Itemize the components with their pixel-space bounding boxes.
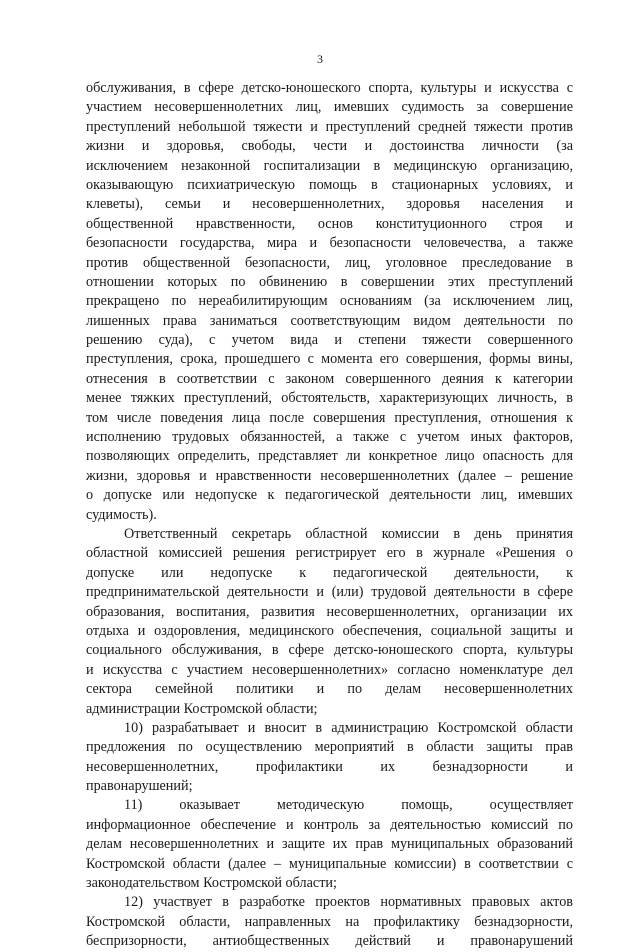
text-line: предпринимательской деятельности и (или) трудовой деятельности в сфере <box>86 584 573 601</box>
text-line: 11) оказывает методическую помощь, осуществляет <box>124 797 573 814</box>
text-line: 10) разрабатывает и вносит в администрацию Костромской области <box>124 719 573 736</box>
text-line: позволяющих определить, представляет ли конкретное лицо опасность для <box>86 448 573 465</box>
text-line: прекращено по нереабилитирующим основаниям (за исключением лиц, <box>86 293 573 310</box>
text-line: и искусства с участием несовершеннолетних» согласно номенклатуре дел <box>86 661 573 678</box>
text-line: делам несовершеннолетних и защите их прав муниципальных образований <box>86 836 573 853</box>
text-line: беспризорности, антиобщественных действий и правонарушений <box>86 933 573 950</box>
text-line: предложения по осуществлению мероприятий в области защиты прав <box>86 739 573 756</box>
text-line: решению суда), с учетом вида и степени тяжести совершенного <box>86 332 573 349</box>
text-line: допуске или недопуске к педагогической деятельности, к <box>86 564 573 581</box>
text-line: обслуживания, в сфере детско-юношеского спорта, культуры и искусства с <box>86 80 573 96</box>
text-line: Ответственный секретарь областной комиссии в день принятия <box>124 525 573 542</box>
text-line: сектора семейной политики и по делам несовершеннолетних <box>86 681 573 698</box>
text-line: правонарушений; <box>86 778 193 795</box>
text-line: клеветы), семьи и несовершеннолетних, здоровья населения и <box>86 196 573 213</box>
text-line: общественной нравственности, основ конституционного строя и <box>86 215 573 232</box>
text-line: участием несовершеннолетних лиц, имевших судимость за совершение <box>86 99 573 116</box>
text-line: социального обслуживания, в сфере детско-юношеского спорта, культуры <box>86 642 573 659</box>
text-line: менее тяжких преступлений, обстоятельств, характеризующих личность, в <box>86 390 573 407</box>
text-line: преступления, срока, прошедшего с момента его совершения, формы вины, <box>86 351 573 368</box>
text-line: оказывающую психиатрическую помощь в стационарных условиях, и <box>86 176 573 193</box>
text-line: о допуске или недопуске к педагогической деятельности лиц, имевших <box>86 487 573 504</box>
text-line: судимость). <box>86 506 157 523</box>
text-line: отношении которых по обвинению в совершении этих преступлений <box>86 273 573 290</box>
text-line: Костромской области (далее – муниципальные комиссии) в соответствии с <box>86 855 573 872</box>
text-line: исполнению трудовых обязанностей, а также с учетом иных факторов, <box>86 429 573 446</box>
text-line: лишенных права заниматься соответствующим видом деятельности по <box>86 312 573 329</box>
text-line: преступлений небольшой тяжести и преступлений средней тяжести против <box>86 118 573 135</box>
text-line: образования, воспитания, развития несовершеннолетних, организации их <box>86 603 573 620</box>
text-line: 12) участвует в разработке проектов нормативных правовых актов <box>124 894 573 911</box>
text-line: отдыха и оздоровления, медицинского обеспечения, социальной защиты и <box>86 622 573 639</box>
text-line: против общественной безопасности, лиц, уголовное преследование в <box>86 254 573 271</box>
text-line: областной комиссией решения регистрирует его в журнале «Решения о <box>86 545 573 562</box>
text-line: жизни, здоровья и нравственности несовершеннолетних (далее – решение <box>86 467 573 484</box>
text-line: несовершеннолетних, профилактики их безнадзорности и <box>86 758 573 775</box>
page-number: 3 <box>317 52 323 66</box>
text-line: том числе поведения лица после совершения преступления, отношения к <box>86 409 573 426</box>
document-body <box>86 79 573 952</box>
text-line: администрации Костромской области; <box>86 700 318 717</box>
text-line: отнесения в соответствии с законом совершенного деяния к категории <box>86 370 573 387</box>
text-line: безопасности государства, мира и безопасности человечества, а также <box>86 235 573 252</box>
text-line: исключением незаконной госпитализации в медицинскую организацию, <box>86 157 573 174</box>
text-line: законодательством Костромской области; <box>86 875 337 892</box>
text-line: жизни и здоровья, свободы, чести и достоинства личности (за <box>86 138 573 155</box>
text-line: информационное обеспечение и контроль за деятельностью комиссий по <box>86 816 573 833</box>
text-line: Костромской области, направленных на профилактику безнадзорности, <box>86 913 573 930</box>
